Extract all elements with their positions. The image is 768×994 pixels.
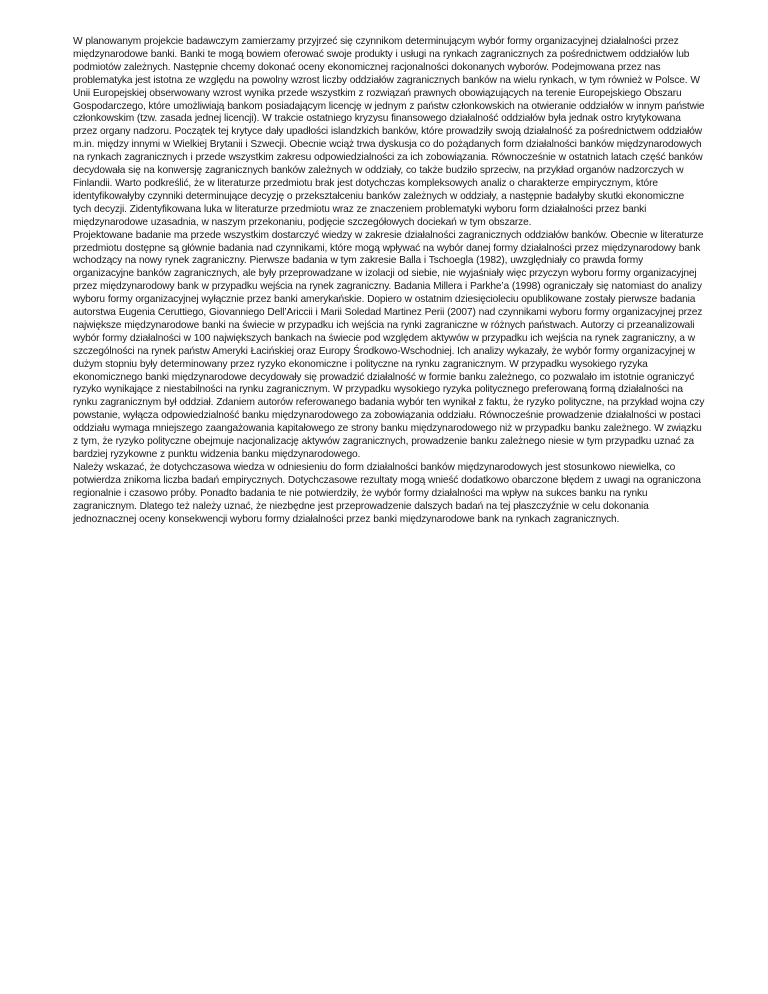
paragraph-3: Należy wskazać, że dotychczasowa wiedza w odniesieniu do form działalności banków międzynarodowych jest stosunkowo niewielka, co potwierdza znikoma liczba badań empirycznych. Dotychczasowe rezultaty mogą wnieść dodatkowo obarczone błędem z uwagi na ograniczona regionalnie i czasowo próby. Ponadto badania te nie potwierdziły, że wybór formy działalności ma wpływ na sukces banku na rynku zagranicznym. Dlatego też należy uznać, że niezbędne jest przeprowadzenie dalszych badań na tej płaszczyźnie w celu dokonania jednoznacznej oceny konsekwencji wyboru formy działalności przez banki międzynarodowe bank na rynkach zagranicznych. xyxy=(73,461,701,525)
document-page xyxy=(73,36,705,526)
paragraph-1: W planowanym projekcie badawczym zamierzamy przyjrzeć się czynnikom determinującym wybór formy organizacyjnej działalności przez międzynarodowe banki. Banki te mogą bowiem oferować swoje produkty i usługi na rynkach zagranicznych za pośrednictwem oddziałów lub podmiotów zależnych. Następnie chcemy dokonać oceny ekonomicznej racjonalności dokonanych wyborów. Podejmowana przez nas problematyka jest istotna ze względu na powolny wzrost liczby oddziałów zagranicznych banków na wielu rynkach, w tym również w Polsce. W Unii Europejskiej obserwowany wzrost wynika przede wszystkim z rozwiązań prawnych obowiązujących na terenie Europejskiego Obszaru Gospodarczego, które umożliwiają bankom posiadającym licencję w jednym z państw członkowskich na otwieranie oddziałów w innym państwie członkowskim (tzw. zasada jednej licencji). W trakcie ostatniego kryzysu finansowego działalność oddziałów była jednak ostro krytykowana przez organy nadzoru. Początek tej krytyce dały upadłości islandzkich banków, które prowadziły swoją działalność za pośrednictwem oddziałów m.in. między innymi w Wielkiej Brytanii i Szwecji. Obecnie wciąż trwa dyskusja co do pożądanych form działalności banków międzynarodowych na rynkach zagranicznych i przede wszystkim zakresu odpowiedzialności za ich zobowiązania. Równocześnie w ostatnich latach część banków decydowała się na konwersję zagranicznych banków zależnych w oddziały, co także budziło sprzeciw, na przykład organów nadzorczych w Finlandii. Warto podkreślić, że w literaturze przedmiotu brak jest dotychczas kompleksowych analiz o charakterze empirycznym, które identyfikowałyby czynniki determinujące decyzję o przekształceniu banków zależnych w oddziały, a następnie badałyby skutki ekonomiczne tych decyzji. Zidentyfikowana luka w literaturze przedmiotu wraz ze znaczeniem problematyki wyboru form działalności przez banki międzynarodowe uzasadnia, w naszym przekonaniu, podjęcie szczegółowych dociekań w tym obszarze. xyxy=(73,36,705,228)
paragraph-2: Projektowane badanie ma przede wszystkim dostarczyć wiedzy w zakresie działalności zagranicznych oddziałów banków. Obecnie w literaturze przedmiotu dostępne są głównie badania nad czynnikami, które mogą wpływać na wybór danej formy działalności przez międzynarodowy bank wchodzący na nowy rynek zagraniczny. Pierwsze badania w tym zakresie Balla i Tschoegla (1982), uwzględniały co prawda formy organizacyjne banków zagranicznych, ale były przeprowadzane w izolacji od siebie, nie wyjaśniały więc przyczyn wyboru formy organizacyjnej przez międzynarodowy bank w przypadku wejścia na rynek zagraniczny. Badania Millera i Parkhe’a (1998) ograniczały się natomiast do analizy wyboru formy organizacyjnej wyłącznie przez banki amerykańskie. Dopiero w ostatnim dziesięcioleciu opublikowane zostały pierwsze badania autorstwa Eugenia Ceruttiego, Giovanniego Dell’Ariccii i Marii Soledad Martinez Perii (2007) nad czynnikami wyboru formy organizacyjnej przez największe międzynarodowe banki na świecie w przypadku ich wejścia na rynki zagraniczne w różnych państwach. Autorzy ci przeanalizowali wybór formy działalności w 100 największych bankach na świecie pod względem aktywów w przypadku ich wejścia na rynek zagraniczny, a w szczególności na rynek państw Ameryki Łacińskiej oraz Europy Środkowo-Wschodniej. Ich analizy wykazały, że wybór formy organizacyjnej w dużym stopniu były determinowany przez ryzyko ekonomiczne i polityczne na rynku zagranicznym. W przypadku wysokiego ryzyka ekonomicznego banki międzynarodowe decydowały się prowadzić działalność w formie banku zależnego, co pozwalało im istotnie ograniczyć ryzyko wynikające z niestabilności na rynku zagranicznym. W przypadku wysokiego ryzyka politycznego preferowaną formą działalności na rynku zagranicznym był oddział. Zdaniem autorów referowanego badania wybór ten wynikał z faktu, że ryzyko polityczne, na przykład wojna czy powstanie, wyłącza odpowiedzialność banku międzynarodowego za zobowiązania oddziału. Równocześnie prowadzenie działalności w postaci oddziału wymaga mniejszego zaangażowania kapitałowego ze strony banku międzynarodowego niż w przypadku banku zależnego. W związku z tym, że ryzyko polityczne obejmuje nacjonalizację aktywów zagranicznych, prowadzenie banku zależnego niesie w tym przypadku uznać za bardziej ryzykowne z punktu widzenia banku międzynarodowego. xyxy=(73,229,705,460)
